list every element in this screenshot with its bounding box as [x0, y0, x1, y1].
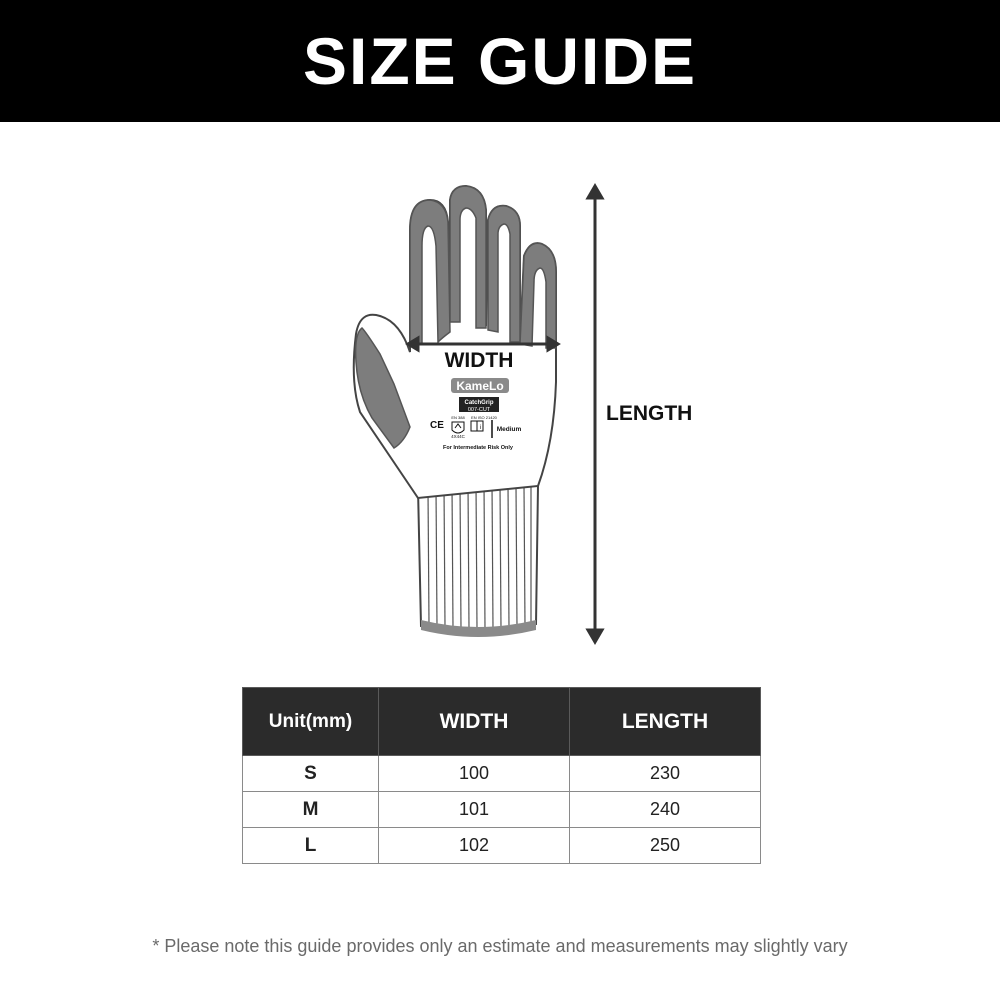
disclaimer-note: * Please note this guide provides only an estimate and measurements may slightly vary	[152, 936, 848, 956]
brand-logo: KameLo	[456, 379, 504, 393]
length-arrow	[588, 186, 602, 642]
standard-1: EN 388	[451, 415, 465, 420]
size-tag: Medium	[496, 426, 522, 433]
width-cell: 102	[379, 828, 570, 864]
width-cell: 100	[379, 756, 570, 792]
header-banner	[0, 0, 1000, 122]
ce-mark: CE	[430, 420, 444, 431]
table-row	[243, 756, 761, 792]
table-row	[243, 792, 761, 828]
size-table	[242, 687, 761, 864]
glove-cuff	[418, 481, 538, 637]
standard-2: EN ISO 21420	[471, 415, 497, 420]
size-cell: L	[243, 828, 379, 864]
length-cell: 250	[570, 828, 761, 864]
table-row	[243, 828, 761, 864]
table-header-row	[243, 688, 761, 756]
glove-illustration	[0, 122, 1000, 682]
product-code: 007-CUT	[467, 407, 491, 413]
header-width: WIDTH	[379, 688, 570, 756]
width-cell: 101	[379, 792, 570, 828]
header-unit: Unit(mm)	[243, 688, 379, 756]
risk-note: For Intermediate Risk Only	[443, 445, 513, 451]
product-name: CatchGrip	[464, 400, 494, 406]
width-label: WIDTH	[444, 349, 514, 372]
header-length: LENGTH	[570, 688, 761, 756]
length-cell: 230	[570, 756, 761, 792]
size-cell: S	[243, 756, 379, 792]
glove-diagram	[0, 122, 1000, 682]
length-cell: 240	[570, 792, 761, 828]
size-cell: M	[243, 792, 379, 828]
length-label: LENGTH	[606, 402, 693, 425]
page-title: SIZE GUIDE	[302, 24, 698, 98]
svg-text:i: i	[480, 425, 482, 431]
rating: 4X44C	[451, 434, 465, 439]
